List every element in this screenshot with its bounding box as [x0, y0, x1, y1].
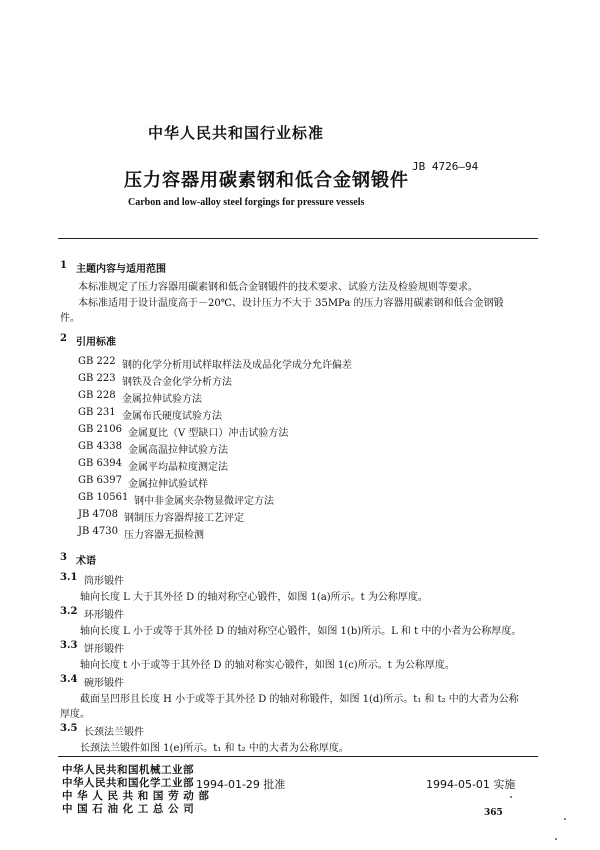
term-definition: 长颈法兰锻件如图 1(e)所示。t₁ 和 t₂ 中的大者为公称厚度。: [80, 743, 349, 754]
reference-code: JB 4708: [78, 509, 118, 520]
implementation-date: 1994-05-01 实施: [426, 778, 516, 791]
reference-code: GB 223: [78, 373, 116, 384]
term-definition: 轴向长度 t 小于或等于其外径 D 的轴对称实心锻件，如图 1(c)所示。t 为公称厚度。: [80, 660, 455, 671]
reference-title: 钢的化学分析用试样取样法及成品化学成分允许偏差: [122, 360, 352, 371]
standard-number: JB 4726—94: [412, 160, 479, 173]
issuing-org: 中 华 人 民 共 和 国 劳 动 部: [62, 790, 210, 802]
scan-speck: [564, 818, 566, 820]
document-title-cn: 压力容器用碳素钢和低合金钢锻件: [124, 170, 409, 191]
approval-date: 1994-01-29 批准: [196, 778, 286, 791]
reference-title: 钢制压力容器焊接工艺评定: [124, 513, 244, 524]
term-number: 3.2: [60, 606, 78, 617]
section-1-number: 1: [60, 260, 67, 271]
section-1-para1: 本标准规定了压力容器用碳素钢和低合金钢锻件的技术要求、试验方法及检验规则等要求。: [78, 282, 478, 293]
reference-title: 金属拉伸试验方法: [122, 394, 202, 405]
page-number: 365: [484, 808, 503, 818]
reference-title: 金属高温拉伸试验方法: [128, 445, 228, 456]
reference-title: 金属拉伸试验试样: [128, 479, 208, 490]
term-number: 3.1: [60, 572, 78, 583]
scan-speck: [510, 796, 512, 798]
reference-code: GB 2106: [78, 424, 122, 435]
reference-code: JB 4730: [78, 526, 118, 537]
footer-rule-main: [58, 756, 538, 757]
reference-code: GB 228: [78, 390, 116, 401]
section-3-number: 3: [60, 552, 67, 563]
reference-title: 钢中非金属夹杂物显微评定方法: [134, 496, 274, 507]
term-name: 长颈法兰锻件: [84, 727, 144, 738]
reference-code: GB 6397: [78, 475, 122, 486]
section-2-number: 2: [60, 333, 67, 344]
term-number: 3.5: [60, 723, 78, 734]
section-1-title: 主题内容与适用范围: [76, 264, 166, 275]
term-definition: 轴向长度 L 小于或等于其外径 D 的轴对称空心锻件，如图 1(b)所示。L 和 t 中的小者为公称厚度。: [80, 626, 522, 637]
reference-code: GB 10561: [78, 492, 129, 503]
reference-title: 钢铁及合金化学分析方法: [122, 377, 232, 388]
reference-title: 金属平均晶粒度测定法: [128, 462, 228, 473]
reference-code: GB 4338: [78, 441, 122, 452]
term-name: 环形锻件: [84, 610, 124, 621]
reference-title: 金属布氏硬度试验方法: [122, 411, 222, 422]
reference-code: GB 6394: [78, 458, 122, 469]
term-name: 筒形锻件: [84, 576, 124, 587]
term-definition-cont: 厚度。: [60, 709, 90, 720]
reference-title: 压力容器无损检测: [124, 530, 204, 541]
scan-speck: [555, 838, 557, 840]
term-name: 碗形锻件: [84, 678, 124, 689]
reference-code: GB 231: [78, 407, 116, 418]
term-name: 饼形锻件: [84, 644, 124, 655]
document-title-en: Carbon and low-alloy steel forgings for pressure vessels: [128, 197, 365, 208]
term-number: 3.4: [60, 674, 78, 685]
term-definition: 截面呈凹形且长度 H 小于或等于其外径 D 的轴对称锻件，如图 1(d)所示。t₁ 和 t₂ 中的大者为公称: [80, 694, 519, 705]
reference-code: GB 222: [78, 356, 116, 367]
issuing-org: 中华人民共和国化学工业部: [62, 777, 194, 789]
section-2-title: 引用标准: [76, 337, 116, 348]
issuing-org: 中华人民共和国机械工业部: [62, 764, 194, 776]
section-1-para2-line1: 本标准适用于设计温度高于－20℃、设计压力不大于 35MPa 的压力容器用碳素钢和低合金钢锻: [78, 298, 504, 309]
term-definition: 轴向长度 L 大于其外径 D 的轴对称空心锻件，如图 1(a)所示。t 为公称厚度。: [80, 592, 428, 603]
issuing-org: 中 国 石 油 化 工 总 公 司: [62, 803, 195, 815]
term-number: 3.3: [60, 640, 78, 651]
industry-standard-heading: 中华人民共和国行业标准: [148, 124, 325, 142]
header-rule: [58, 238, 538, 239]
reference-title: 金属夏比（V 型缺口）冲击试验方法: [128, 428, 289, 439]
section-3-title: 术语: [76, 556, 96, 567]
section-1-para2-line2: 件。: [60, 313, 80, 324]
